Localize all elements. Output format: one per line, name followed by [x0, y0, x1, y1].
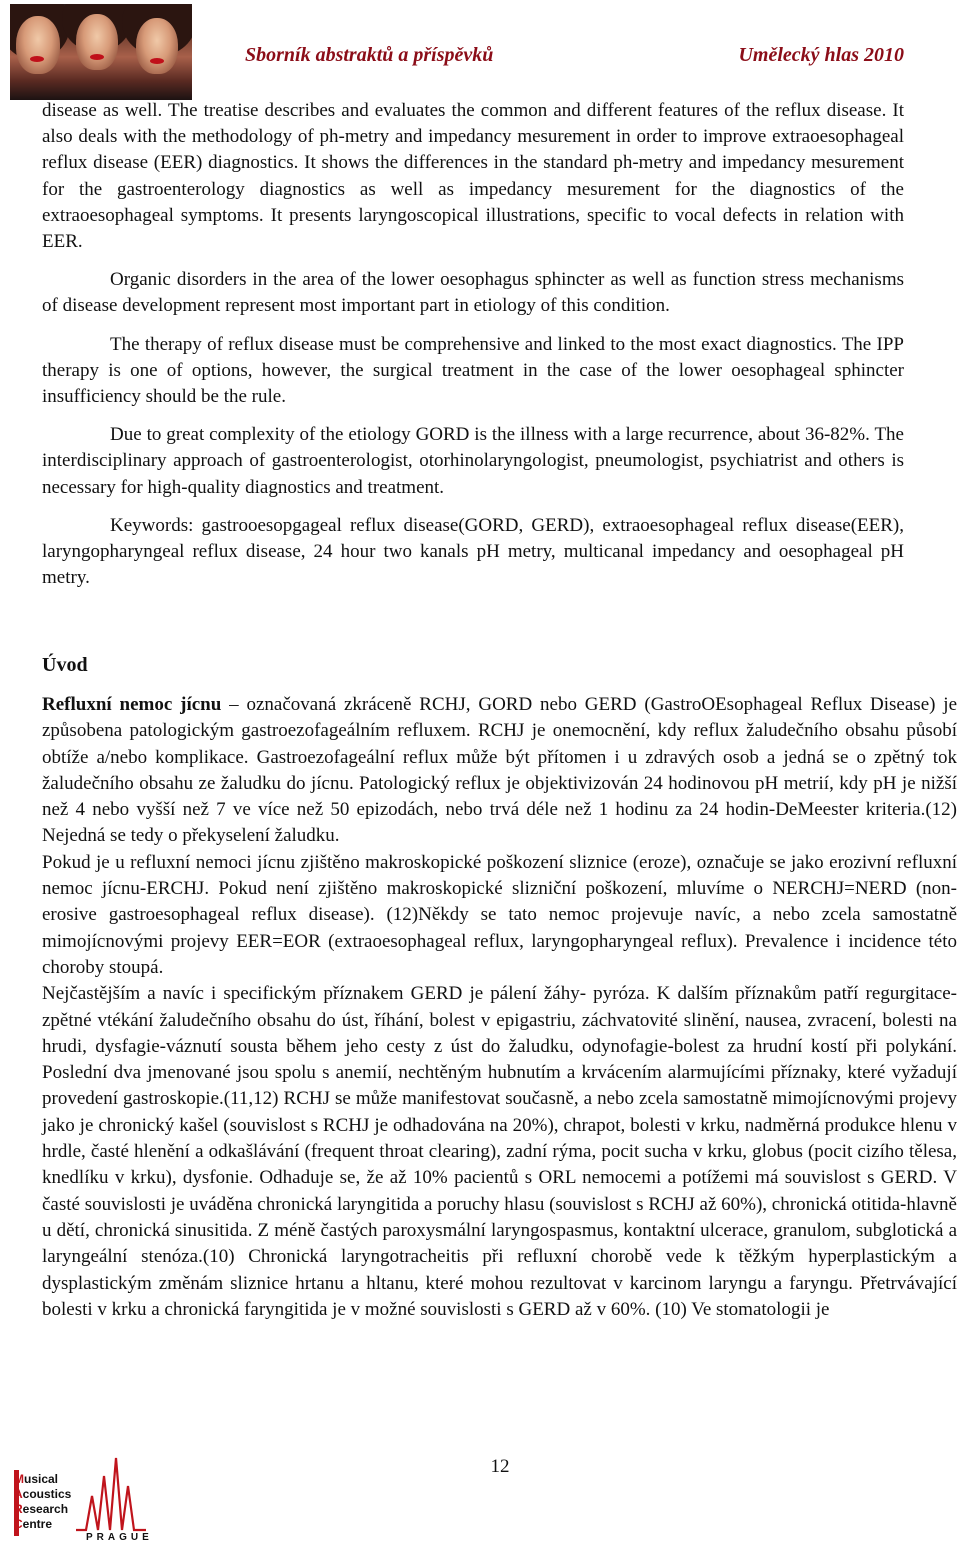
body-paragraph: Pokud je u refluxní nemoci jícnu zjištěno makroskopické poškození sliznice (eroze), označuje se jako erozivní refluxní nemoc jícnu-ERCHJ. Pokud není zjištěno makroskopické slizniční poškození, mluvíme o NERCHJ=NERD (non-erosive gastroesophageal reflux disease). (12)Někdy se tato nemoc projevuje navíc, a nebo zcela samostatně mimojícnovými projevy EER=EOR (extraoesophageal reflux, laryngopharyngeal reflux). Prevalence i incidence této choroby stoupá. [42, 851, 957, 978]
header-proceedings-title: Sborník abstraktů a příspěvků [245, 44, 494, 66]
marc-logo [14, 1456, 154, 1548]
lead-term: Refluxní nemoc jícnu [42, 694, 222, 715]
running-header [245, 44, 904, 67]
logo-line: Research [14, 1502, 69, 1516]
header-artwork [10, 4, 192, 100]
logo-line: Centre [14, 1517, 53, 1531]
section-heading: Úvod [42, 654, 88, 676]
logo-wordmark [14, 1472, 71, 1532]
page-number: 12 [490, 1456, 510, 1477]
abstract-paragraph: The therapy of reflux disease must be comprehensive and linked to the most exact diagnostics. The IPP therapy is one of options, however, the surgical treatment in the case of the lower oesophageal sphincter insufficiency should be the rule. [42, 333, 904, 408]
body-paragraph: Nejčastějším a navíc i specifickým příznakem GERD je pálení žáhy- pyróza. K dalším příznakům patří regurgitace-zpětné vtékání žaludečního obsahu do úst, říhání, bolest v epigastriu, záchvatovité slinění, nausea, zvracení, bolesti na hrudi, dysfagie-váznutí sousta během jeho cesty z úst do žaludku, odynofagie-bolest za hrudní kostí při polykání. Poslední dva jmenované jsou spolu s anemií, nechtěným hubnutím a krvácením alarmujícími příznaky, které vyžadují provedení gastroskopie.(11,12) RCHJ se může manifestovat současně, a nebo zcela samostatně mimojícnovými projevy jako je chronický kašel (souvislost s RCHJ je odhadována na 20%), chrapot, bolesti v krku, nadměrná produkce hlenu v hrdle, časté hlenění a odkašlávání (frequent throat clearing), zadní rýma, pocit sucha v krku, globus (pocit cizího tělesa, knedlíku v krku), dysfonie. Odhaduje se, že až 10% pacientů s ORL nemocemi a potížemi má souvislost s GERD. V časté souvislosti je uváděna chronická laryngitida a poruchy hlasu (souvislost s RCHJ až 60%), chronická otitida-hlavně u dětí, chronická sinusitida. Z méně častých paroxysmální laryngospasmus, kontaktní ulcerace, granulom, subglotická a laryngeální stenóza.(10) Chronická laryngotracheitis při refluxní chorobě vede k těžkým hyperplastickým a dysplastickým změnám sliznice hrtanu a hltanu, které mohou rezultovat v karcinom laryngu a faryngu. Přetrvávající bolesti v krku a chronická faryngitida je v možné souvislosti s GERD až v 60%. (10) Ve stomatologii je [42, 983, 957, 1320]
keywords-paragraph: Keywords: gastrooesopgageal reflux disease(GORD, GERD), extraoesophageal reflux disease(EER), laryngopharyngeal reflux disease, 24 hour two kanals pH metry, multicanal impedancy and oesophageal pH metry. [42, 514, 904, 589]
logo-city: PRAGUE [86, 1532, 153, 1543]
body-text: – označovaná zkráceně RCHJ, GORD nebo GERD (GastroOEsophageal Reflux Disease) je způsobena patologickým gastroezofageálním refluxem. RCHJ je onemocnění, kdy reflux žaludečního obsahu působí obtíže a/nebo komplikace. Gastroezofageální reflux může být přítomen i u zdravých osob a jedná se o zpětný tok žaludečního obsahu ze žaludku do jícnu. Patologický reflux je objektivizován 24 hodinovou pH metrií, kdy pH je nižší než 4 nebo vyšší než 7 ve více než 50 epizodách, nebo trvá déle než 1 hodinu za 24 hodin-DeMeester kriteria.(12) Nejedná se tedy o překyselení žaludku. [42, 694, 958, 847]
logo-line: Musical [14, 1472, 59, 1486]
abstract-text [42, 98, 904, 603]
abstract-paragraph: Due to great complexity of the etiology GORD is the illness with a large recurrence, about 36-82%. The interdisciplinary approach of gastroenterologist, otorhinolaryngologist, pneumologist, psychiatrist and others is necessary for high-quality diagnostics and treatment. [42, 424, 904, 498]
abstract-paragraph: Organic disorders in the area of the lower oesophagus sphincter as well as function stress mechanisms of disease development represent most important part in etiology of this condition. [42, 269, 904, 317]
body-paragraph [42, 692, 957, 850]
header-event-title: Umělecký hlas 2010 [738, 44, 904, 66]
section-body [42, 692, 957, 1323]
abstract-paragraph: disease as well. The treatise describes and evaluates the common and different features of the reflux disease. It also deals with the methodology of ph-metry and impedancy mesurement in order to improve extraoesophageal reflux disease (EER) diagnostics. It shows the differences in the standard ph-metry and impedancy mesurement for the gastroenterology diagnostics as well as impedancy mesurement for the diagnostics of the extraoesophageal symptoms. It presents laryngoscopical illustrations, specific to vocal defects in relation with EER. [42, 100, 904, 253]
logo-line: Acoustics [14, 1487, 72, 1501]
